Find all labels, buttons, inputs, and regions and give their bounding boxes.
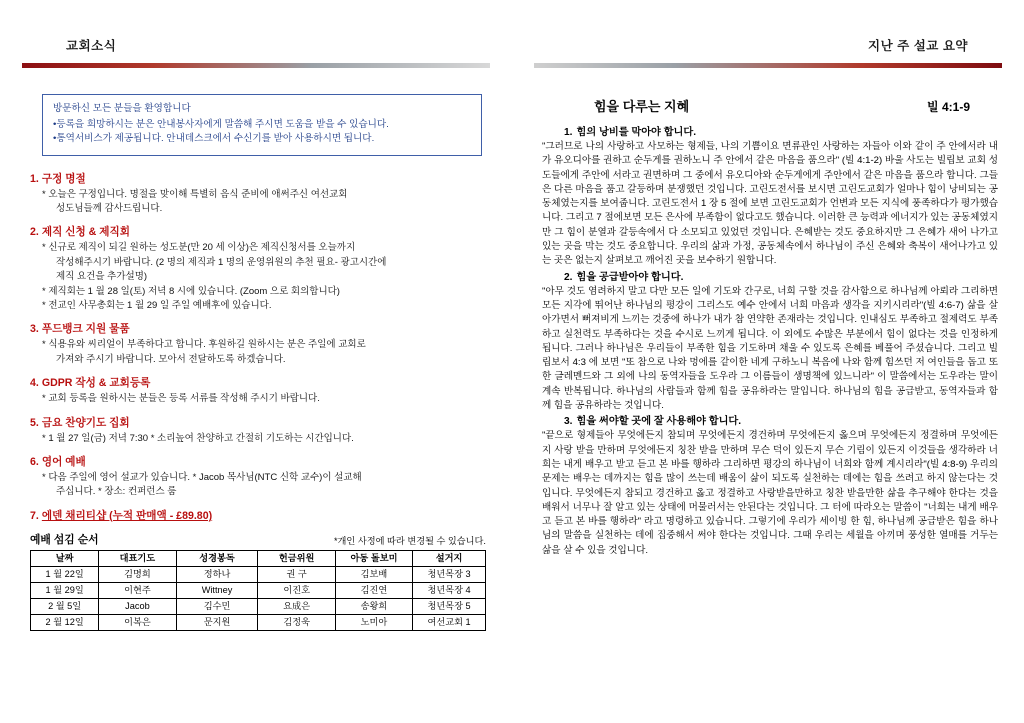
left-header: [22, 38, 490, 72]
sermon-point-title: 힘을 공급받아야 합니다.: [576, 271, 684, 283]
announcement-detail: * 제직회는 1 월 28 일(토) 저녁 8 시에 있습니다. (Zoom 으로 회의합니다): [42, 285, 340, 297]
table-cell: 1 월 29일: [31, 582, 99, 598]
announcement-number: 7.: [30, 509, 39, 522]
service-roster: [30, 532, 486, 631]
table-cell: 김정욱: [258, 614, 335, 630]
list-item: [30, 225, 490, 313]
sermon-scripture-reference: 빌 4:1-9: [927, 100, 970, 114]
table-cell: 요成은: [258, 598, 335, 614]
announcement-detail: 가져와 주시기 바랍니다. 모아서 전달하도록 하겠습니다.: [56, 353, 286, 365]
list-item: [30, 455, 490, 500]
sermon-point-heading: [542, 414, 998, 429]
table-cell: 이복은: [99, 614, 176, 630]
table-cell: 2 월 5일: [31, 598, 99, 614]
column-header: 아동 돌보미: [335, 550, 412, 566]
announcement-detail: * 식용유와 씨리얼이 부족하다고 합니다. 후원하길 원하시는 분은 주일에 교회로: [42, 339, 366, 351]
sermon-heading: [546, 96, 994, 115]
column-header: 성경봉독: [176, 550, 258, 566]
announcement-detail: * 다음 주일에 영어 설교가 있습니다. * Jacob 목사님(NTC 신학 교수)이 설교해: [42, 471, 362, 483]
table-cell: 김명희: [99, 566, 176, 582]
list-item: [30, 509, 490, 523]
announcement-detail: * 전교인 사무총회는 1 월 29 일 주일 예배후에 있습니다.: [42, 299, 272, 311]
column-header: 설거지: [413, 550, 486, 566]
announcement-heading: [30, 509, 490, 523]
left-header-title: 교회소식: [66, 39, 117, 53]
announcement-heading: [30, 322, 490, 336]
roster-title: 예배 섬김 순서: [30, 533, 99, 546]
announcement-heading: [30, 225, 490, 239]
sermon-point-number: 1.: [564, 127, 573, 138]
sermon-point-heading: [542, 125, 998, 140]
table-cell: 김수민: [176, 598, 258, 614]
announcement-heading: [30, 416, 490, 430]
column-header: 헌금위원: [258, 550, 335, 566]
announcement-number: 4.: [30, 377, 39, 390]
table-header-row: [31, 550, 486, 566]
notice-line: •등록을 희망하시는 분은 안내봉사자에게 말씀해 주시면 도움을 받을 수 있습니다.: [53, 118, 389, 130]
announcement-title: 구정 명절: [41, 172, 86, 185]
announcement-detail: 성도님들께 감사드립니다.: [56, 202, 163, 214]
right-header: [534, 38, 1002, 72]
notice-line: 방문하신 모든 분들을 환영합니다: [53, 103, 191, 114]
table-cell: 김진연: [335, 582, 412, 598]
sermon-title: 힘을 다루는 지혜: [594, 99, 690, 114]
notice-line: •통역서비스가 제공됩니다. 안내데스크에서 수신기를 받아 사용하시면 됩니다.: [53, 133, 375, 144]
table-row: [31, 566, 486, 582]
announcement-title: 제직 신청 & 제직회: [41, 226, 130, 239]
sermon-point-body: "끝으로 형제들아 무엇에든지 참되며 무엇에든지 경건하며 무엇에든지 옳으며 무엇에든지 정결하며 무엇에든지 사랑 받을 만하며 무엇에든지 칭찬 받을 만하며 무슨 덕이 있든지 무슨 기림이 있든지 이것들을 생각하라 너희는 내게 배우고 받고 듣고 본 바를 행하라 그리하면 평강의 하나님이 너희와 함께 계시리라"(빌 4:8-9) 우리의 문제는 배우는 데까지는 힘을 많이 쓰는데 배움이 삶이 되도록 실천하는 데에는 힘을 쓰려고 하지 않는다는 것입니다. 무엇에든지 참되고 경건하고 옳고 정결하고 사랑받을만하고 칭찬 받을만한 삶을 추구해야 한다는 것을 배워서 너무나 잘 알고 있는 상태에 머물러서는 안된다는 것입니다. 그 터에 따라오는 말씀이 "너희는 내게 배우고 듣고 본 바를 행하라" 라고 명령하고 있습니다. 그렇기에 우리가 세이빙 한 힘, 하나님께 공급받은 힘을 하나님의 말씀을 실천하는 데에 집중해서 써야 한다는 것입니다. 그때 우리는 세월을 아끼며 풍성한 열매를 거두는 삶을 살 수 있을 것입니다.: [542, 430, 998, 556]
roster-caption: [30, 532, 486, 547]
table-row: [31, 598, 486, 614]
announcement-number: 2.: [30, 226, 39, 239]
table-cell: 송왕희: [335, 598, 412, 614]
sermon-point-title: 힘의 낭비를 막아야 합니다.: [576, 127, 697, 138]
announcement-detail: * 교회 등록을 원하시는 분들은 등록 서류를 작성해 주시기 바랍니다.: [42, 393, 320, 405]
announcement-detail: 주십니다. * 장소: 컨퍼런스 룸: [56, 486, 177, 498]
announcement-title: 에덴 채리티샵 (누적 판매액 - £89.80): [41, 509, 213, 522]
table-cell: 이현주: [99, 582, 176, 598]
right-header-title: 지난 주 설교 요약: [868, 39, 968, 53]
announcement-heading: [30, 172, 490, 186]
table-cell: 청년목장 4: [413, 582, 486, 598]
announcement-heading: [30, 376, 490, 390]
table-row: [31, 614, 486, 630]
announcement-number: 1.: [30, 172, 39, 185]
left-header-rule: [22, 63, 490, 68]
table-cell: 정하나: [176, 566, 258, 582]
table-cell: 이진호: [258, 582, 335, 598]
announcement-heading: [30, 455, 490, 469]
table-cell: 김보배: [335, 566, 412, 582]
table-cell: 청년목장 3: [413, 566, 486, 582]
announcement-title: GDPR 작성 & 교회등록: [41, 377, 151, 390]
column-header: 날짜: [31, 550, 99, 566]
table-cell: 권 구: [258, 566, 335, 582]
table-row: [31, 582, 486, 598]
sermon-summary: [542, 125, 998, 558]
table-cell: 여선교회 1: [413, 614, 486, 630]
list-item: [30, 172, 490, 217]
announcement-number: 3.: [30, 323, 39, 336]
table-cell: 청년목장 5: [413, 598, 486, 614]
sermon-point-body: "그러므로 나의 사랑하고 사모하는 형제들, 나의 기쁨이요 면류관인 사랑하는 자들아 이와 같이 주 안에서라 내가 유오디아를 권하고 순두게를 권하노니 주 안에서 같은 마음을 품으라" (빌 4:1-2) 바울 사도는 빌립보 교회 성도들에게 주안에 서라고 권면하며 그 중에서 유오디아와 순두게에게 주안에서 같은 마음을 품으라 합니다. 그들은 다른 마음을 품고 갈등하며 분쟁했던 것입니다. 고린도전서를 보시면 고린도교회가 얼마나 힘이 낭비되는 공동체였는지를 보여줍니다. 고린도전서 1 장 5 절에 보면 고린도교회가 언변과 모든 지식에 풍족하다가 평가했습니다. 그리고 7 절에보면 모든 은사에 부족함이 없다고도 했습니다. 이러한 큰 능력과 에너지가 있는 공동체였지만 그 힘이 분열과 갈등속에서 다 소모되고 있었던 것입니다. 은혜받는 것도 중요하지만 그 은혜가 새어 나가고 있는 곳을 막는 것도 중요합니다. 우리의 삶과 가정, 공동체속에서 하나님이 주신 은혜와 축복이 새어나가고 있는 곳은 없는지 살펴보고 깨어진 곳을 보수하기 원합니다.: [542, 141, 998, 267]
announcement-number: 5.: [30, 416, 39, 429]
table-cell: 문지원: [176, 614, 258, 630]
right-column: [512, 0, 1024, 723]
announcement-list: [30, 172, 490, 523]
list-item: [30, 416, 490, 446]
column-header: 대표기도: [99, 550, 176, 566]
announcement-detail: * 오늘은 구정입니다. 명절을 맞이해 특별히 음식 준비에 애써주신 여선교회: [42, 188, 348, 200]
sermon-point-title: 힘을 써야할 곳에 잘 사용해야 합니다.: [576, 416, 742, 428]
announcement-title: 금요 찬양기도 집회: [41, 416, 130, 429]
welcome-notice-box: [42, 94, 482, 156]
announcement-detail: 작성해주시기 바랍니다. (2 명의 제직과 1 명의 운영위원의 추천 필요- 광고시간에: [56, 256, 387, 268]
sermon-point-heading: [542, 270, 998, 285]
announcement-title: 영어 예배: [41, 455, 86, 468]
table-cell: Wittney: [176, 582, 258, 598]
sermon-point-body: "아무 것도 염려하지 말고 다만 모든 일에 기도와 간구로, 너희 구할 것을 감사함으로 하나님께 아뢰라 그리하면 모든 지각에 뛰어난 하나님의 평강이 그리스도 예수 안에서 너희 마음과 생각을 지키시리라"(빌 4:6-7) 삶을 살아가면서 뻐져비게 느끼는 것중에 하나가 내가 참 연약한 존재라는 것입니다. 인내심도 부족하고 절제력도 부족하고 실천력도 부족하다는 것을 수시로 느끼게 됩니다. 이 외에도 수많은 부분에서 힘이 없다는 것을 인정하게 됩니다. 그러나 하나님은 우리들이 부족한 힘을 기도하며 채울 수 있도록 은혜를 베풀어 주셨습니다. 그리고 빌립보서 4:3 에 보면 "또 참으로 나와 멍에를 같이한 네게 구하노니 복음에 나와 함께 힘쓰던 저 여인들을 돕고 또한 글레멘드와 그 외에 나의 동역자들을 도우라 그 이름들이 생명책에 있느니라" 이 말씀에서는 도우라는 말이 계속 반복됩니다. 하나님의 사람들과 함께 힘을 공유하라는 말입니다. 하나님의 힘을 공급받고, 동역자들과 함께 힘을 공유하라는 것입니다.: [542, 285, 998, 412]
announcement-detail: * 1 월 27 일(금) 저녁 7:30 * 소리높여 찬양하고 간절히 기도하는 시간입니다.: [42, 432, 354, 444]
table-cell: 2 월 12일: [31, 614, 99, 630]
announcement-number: 6.: [30, 455, 39, 468]
table-cell: 노미아: [335, 614, 412, 630]
announcement-detail: * 신규로 제직이 되길 원하는 성도분(만 20 세 이상)은 제직신청서를 오늘까지: [42, 242, 356, 254]
list-item: [30, 322, 490, 367]
list-item: [30, 376, 490, 406]
sermon-point-number: 2.: [564, 271, 573, 283]
table-cell: Jacob: [99, 598, 176, 614]
sermon-point-number: 3.: [564, 416, 573, 428]
announcement-title: 푸드뱅크 지원 물품: [41, 323, 130, 336]
roster-note: *개인 사정에 따라 변경될 수 있습니다.: [333, 535, 486, 546]
table-cell: 1 월 22일: [31, 566, 99, 582]
announcement-detail: 제직 요건을 추가설명): [56, 271, 148, 283]
right-header-rule: [534, 63, 1002, 68]
roster-table: [30, 550, 486, 631]
